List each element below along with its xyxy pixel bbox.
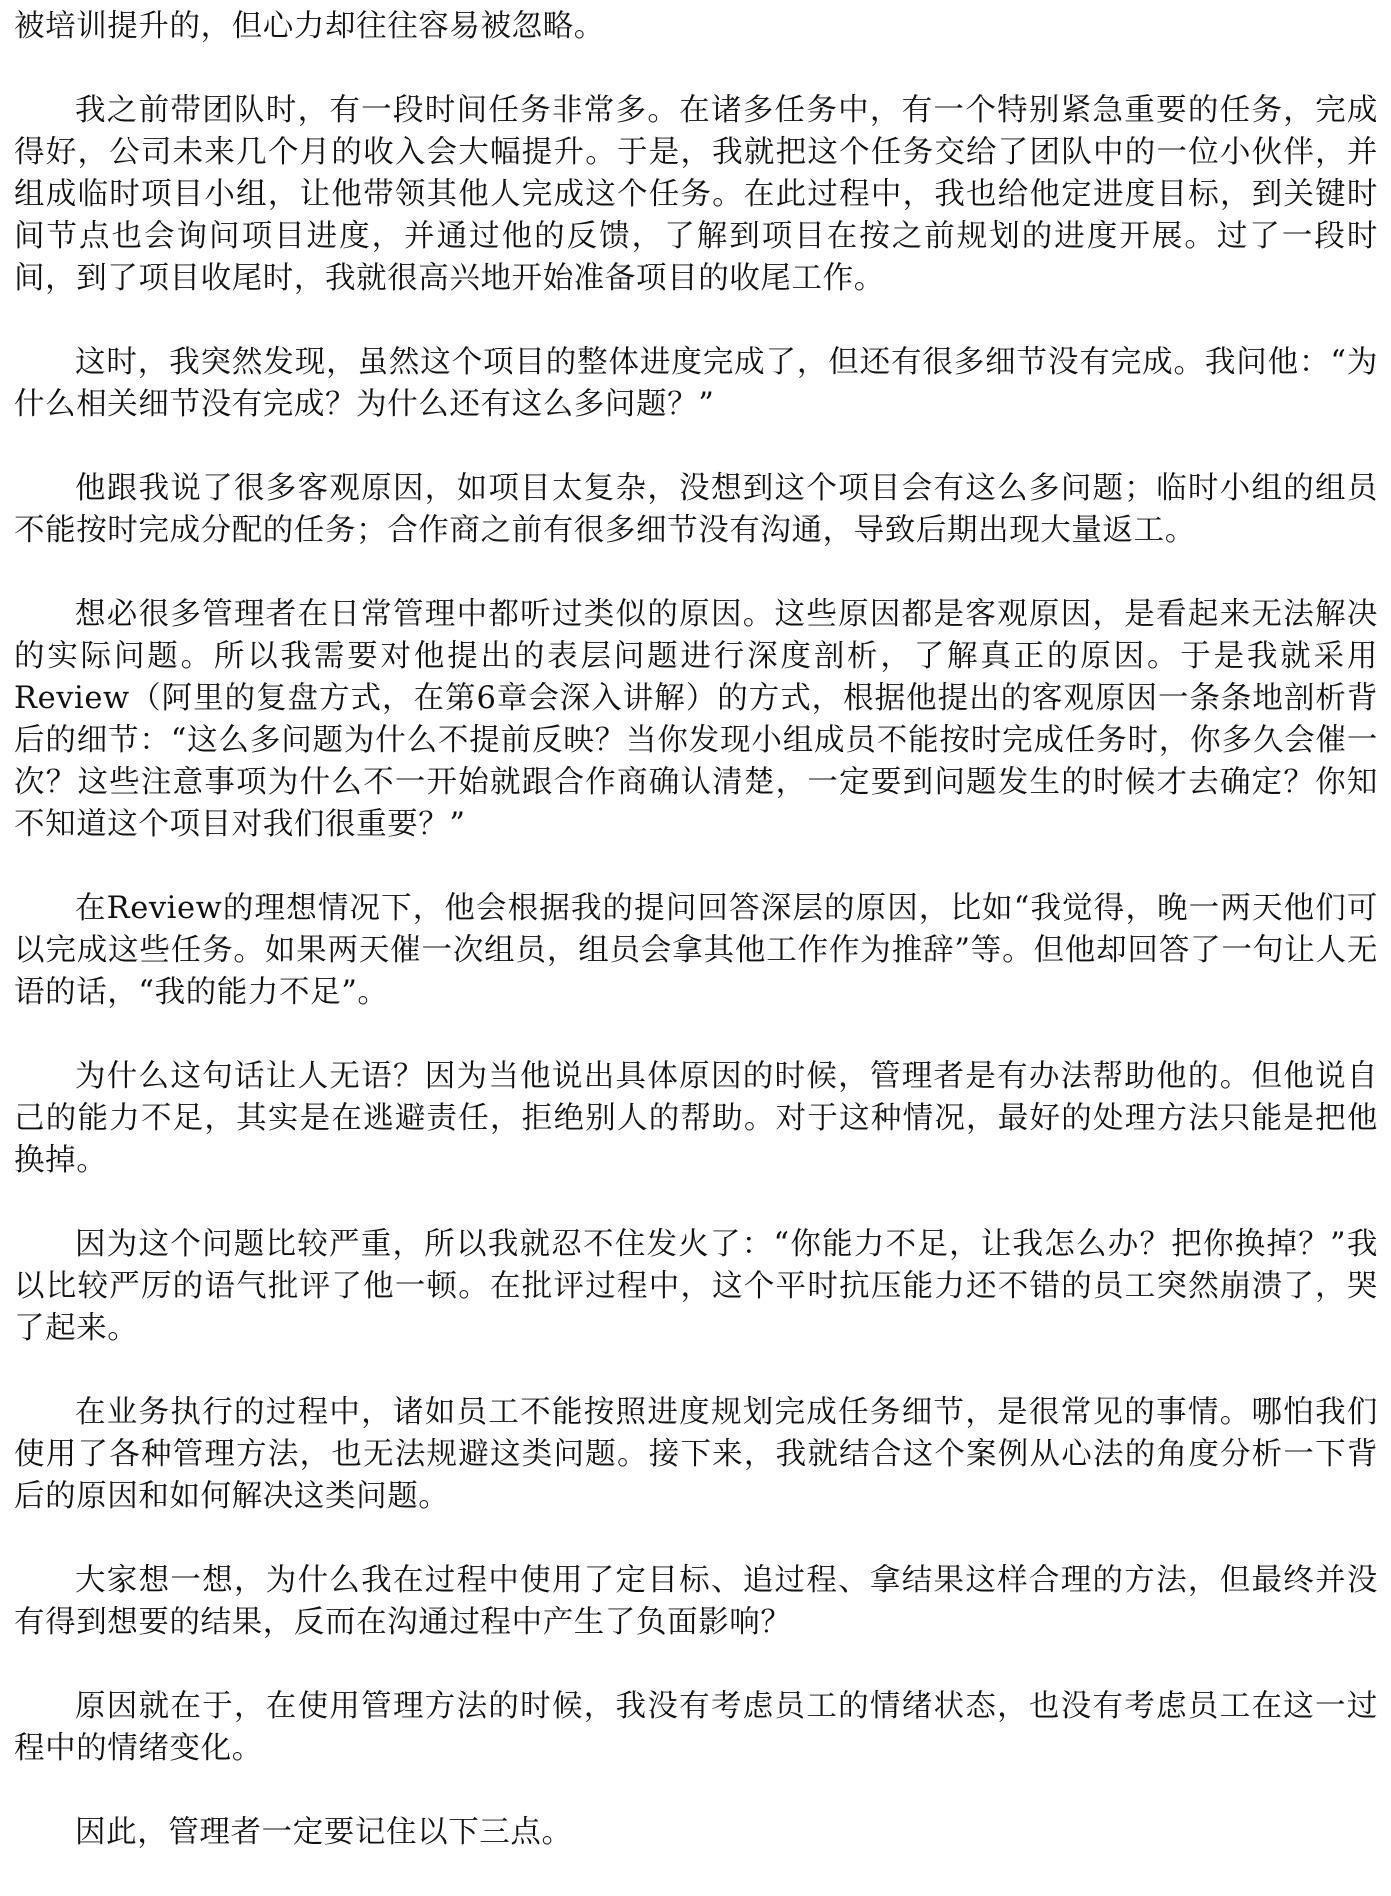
paragraph-objective-reasons: 他跟我说了很多客观原因，如项目太复杂，没想到这个项目会有这么多问题；临时小组的组员不能按时完成分配的任务；合作商之前有很多细节没有沟通，导致后期出现大量返工。 [14,471,1378,548]
paragraph-reflection: 大家想一想，为什么我在过程中使用了定目标、追过程、拿结果这样合理的方法，但最终并没有得到想要的结果，反而在沟通过程中产生了负面影响？ [14,1563,1378,1640]
document-page [14,6,1378,1896]
paragraph-team-task: 我之前带团队时，有一段时间任务非常多。在诸多任务中，有一个特别紧急重要的任务，完成得好，公司未来几个月的收入会大幅提升。于是，我就把这个任务交给了团队中的一位小伙伴，并组成临时项目小组，让他带领其他人完成这个任务。在此过程中，我也给他定进度目标，到关键时间节点也会询问项目进度，并通过他的反馈，了解到项目在按之前规划的进度开展。过了一段时间，到了项目收尾时，我就很高兴地开始准备项目的收尾工作。 [14,93,1378,296]
paragraph-review-ideal: 在Review的理想情况下，他会根据我的提问回答深层的原因，比如“我觉得，晚一两天他们可以完成这些任务。如果两天催一次组员，组员会拿其他工作作为推辞”等。但他却回答了一句让人无语的话，“我的能力不足”。 [14,891,1378,1010]
paragraph-root-cause: 原因就在于，在使用管理方法的时候，我没有考虑员工的情绪状态，也没有考虑员工在这一过程中的情绪变化。 [14,1689,1378,1766]
paragraph-three-points: 因此，管理者一定要记住以下三点。 [75,1815,573,1850]
paragraph-criticism: 因为这个问题比较严重，所以我就忍不住发火了：“你能力不足，让我怎么办？把你换掉？”我以比较严厉的语气批评了他一顿。在批评过程中，这个平时抗压能力还不错的员工突然崩溃了，哭了起来。 [14,1227,1378,1346]
paragraph-discovery: 这时，我突然发现，虽然这个项目的整体进度完成了，但还有很多细节没有完成。我问他：“为什么相关细节没有完成？为什么还有这么多问题？” [14,345,1378,422]
paragraph-business-execution: 在业务执行的过程中，诸如员工不能按照进度规划完成任务细节，是很常见的事情。哪怕我们使用了各种管理方法，也无法规避这类问题。接下来，我就结合这个案例从心法的角度分析一下背后的原因和如何解决这类问题。 [14,1395,1378,1514]
paragraph-why-speechless: 为什么这句话让人无语？因为当他说出具体原因的时候，管理者是有办法帮助他的。但他说自己的能力不足，其实是在逃避责任，拒绝别人的帮助。对于这种情况，最好的处理方法只能是把他换掉。 [14,1059,1378,1178]
paragraph-continuation: 被培训提升的，但心力却往往容易被忽略。 [14,9,605,44]
paragraph-review-analysis: 想必很多管理者在日常管理中都听过类似的原因。这些原因都是客观原因，是看起来无法解决的实际问题。所以我需要对他提出的表层问题进行深度剖析，了解真正的原因。于是我就采用Review（阿里的复盘方式，在第6章会深入讲解）的方式，根据他提出的客观原因一条条地剖析背后的细节：“这么多问题为什么不提前反映？当你发现小组成员不能按时完成任务时，你多久会催一次？这些注意事项为什么不一开始就跟合作商确认清楚，一定要到问题发生的时候才去确定？你知不知道这个项目对我们很重要？” [14,597,1378,842]
